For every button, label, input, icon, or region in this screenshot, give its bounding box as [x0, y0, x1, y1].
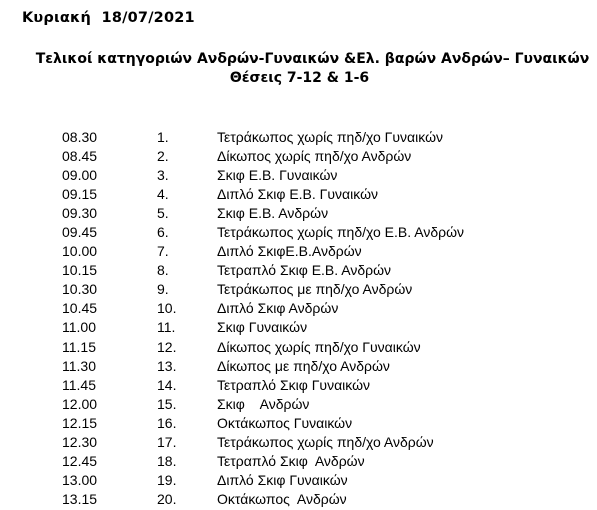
race-number: 19. — [157, 471, 177, 488]
schedule-title: Τελικοί κατηγοριών Ανδρών-Γυναικών &Ελ. βαρών Ανδρών– Γυναικών — [35, 51, 590, 67]
race-event: Δίκωπος χωρίς πηδ/χο Ανδρών — [217, 148, 412, 165]
race-time: 12.00 — [62, 395, 98, 412]
race-time: 11.15 — [62, 338, 96, 355]
race-time: 11.00 — [62, 319, 96, 336]
race-event: Τετράκωπος χωρίς πηδ/χο Γυναικών — [217, 129, 444, 145]
race-time: 11.30 — [62, 357, 96, 374]
race-event: Τετραπλό Σκιφ Ε.Β. Ανδρών — [217, 262, 392, 279]
race-time: 08.30 — [62, 129, 98, 145]
race-number: 4. — [157, 186, 169, 203]
race-number: 17. — [157, 433, 177, 450]
race-number: 16. — [157, 414, 177, 431]
race-number: 18. — [157, 452, 177, 469]
race-time: 09.15 — [62, 186, 98, 203]
race-event: Τετραπλό Σκιφ Ανδρών — [217, 452, 365, 469]
race-number: 2. — [157, 148, 169, 165]
race-time: 11.45 — [62, 376, 96, 393]
race-event: Τετράκωπος χωρίς πηδ/χο Ανδρών — [217, 433, 434, 450]
race-number: 7. — [157, 243, 169, 260]
race-number: 12. — [157, 338, 177, 355]
race-event: Σκιφ Ανδρών — [217, 395, 310, 412]
race-time: 09.00 — [62, 167, 98, 184]
race-number: 13. — [157, 357, 177, 374]
race-event: Οκτάκωπος Ανδρών — [217, 490, 347, 507]
schedule-subtitle: Θέσεις 7-12 & 1-6 — [229, 70, 370, 86]
race-event: Διπλό ΣκιφΕ.Β.Ανδρών — [217, 243, 362, 260]
race-time: 10.15 — [62, 262, 98, 279]
race-time: 09.30 — [62, 205, 98, 222]
race-number: 8. — [157, 262, 169, 279]
race-event: Σκιφ Ε.Β. Γυναικών — [217, 167, 338, 184]
race-time: 13.15 — [62, 490, 98, 507]
race-time: 08.45 — [62, 148, 98, 165]
race-number: 20. — [157, 490, 177, 507]
race-time: 09.45 — [62, 224, 98, 241]
race-time: 13.00 — [62, 471, 98, 488]
race-event: Τετράκωπος με πηδ/χο Ανδρών — [217, 281, 413, 298]
race-event: Τετράκωπος χωρίς πηδ/χο Ε.Β. Ανδρών — [217, 224, 465, 241]
race-time: 10.00 — [62, 243, 98, 260]
schedule-date: Κυριακή 18/07/2021 — [22, 10, 195, 26]
race-time: 12.30 — [62, 433, 98, 450]
race-number: 14. — [157, 376, 177, 393]
race-event: Σκιφ Ε.Β. Ανδρών — [217, 205, 329, 222]
race-event: Σκιφ Γυναικών — [217, 319, 308, 336]
race-number: 15. — [157, 395, 177, 412]
race-number: 3. — [157, 167, 169, 184]
race-number: 9. — [157, 281, 169, 298]
race-event: Διπλό Σκιφ Ανδρών — [217, 300, 339, 317]
race-time: 10.30 — [62, 281, 98, 298]
race-number: 10. — [157, 300, 177, 317]
race-event: Διπλό Σκιφ Ε.Β. Γυναικών — [217, 186, 378, 203]
race-number: 1. — [157, 129, 169, 145]
race-number: 5. — [157, 205, 169, 222]
race-event: Δίκωπος χωρίς πηδ/χο Γυναικών — [217, 338, 421, 355]
race-event: Δίκωπος με πηδ/χο Ανδρών — [217, 357, 390, 374]
race-number: 11. — [157, 319, 176, 336]
race-number: 6. — [157, 224, 169, 241]
race-time: 12.15 — [62, 414, 98, 431]
race-event: Τετραπλό Σκιφ Γυναικών — [217, 376, 371, 393]
race-event: Διπλό Σκιφ Γυναικών — [217, 471, 348, 488]
race-time: 12.45 — [62, 452, 98, 469]
race-event: Οκτάκωπος Γυναικών — [217, 414, 353, 431]
race-time: 10.45 — [62, 300, 98, 317]
